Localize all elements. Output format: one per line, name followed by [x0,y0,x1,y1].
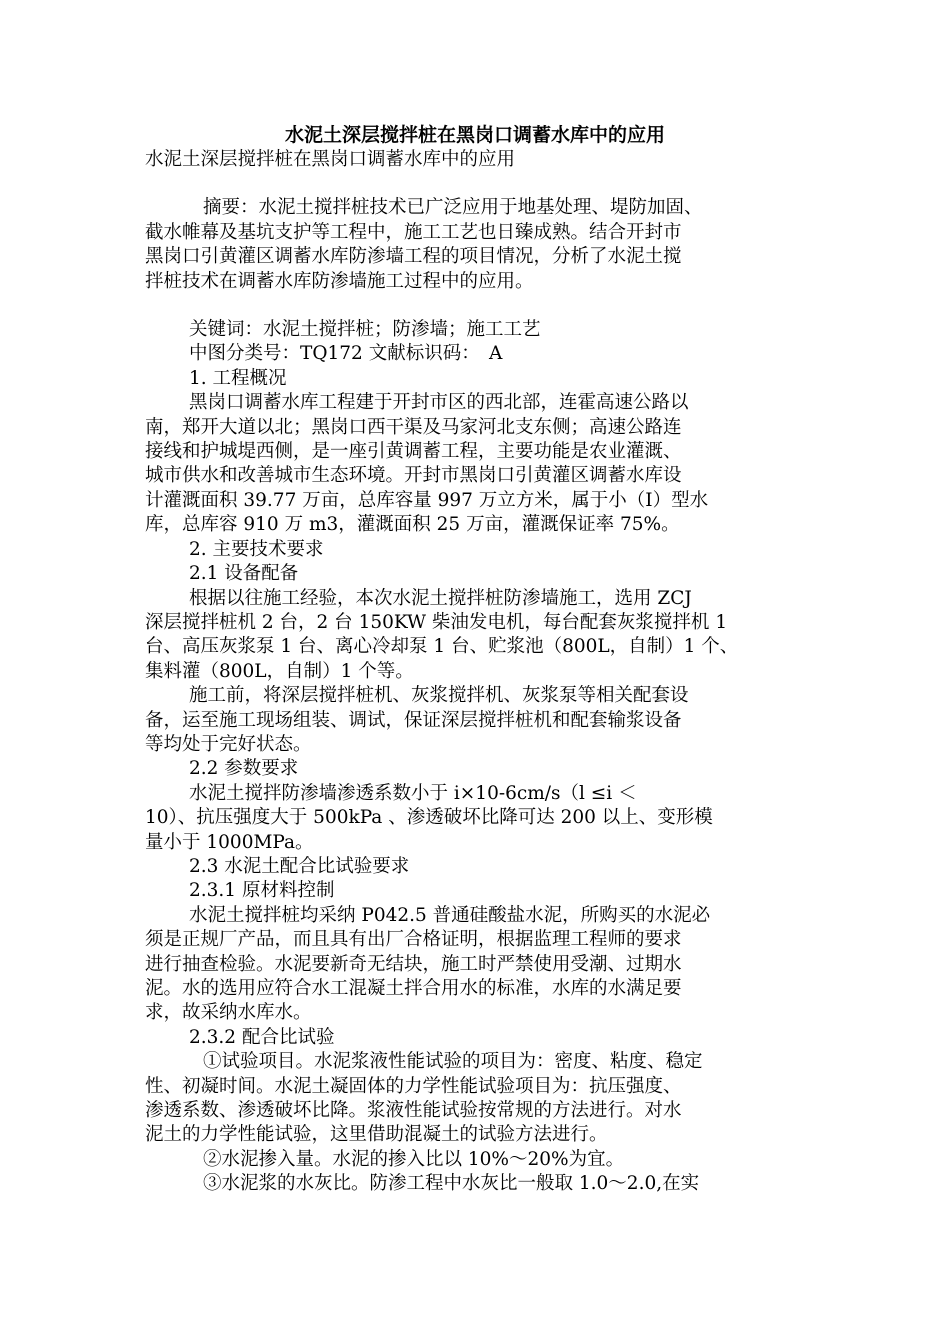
keywords-line: 关键词：水泥土搅拌桩；防渗墙；施工工艺 [189,319,541,341]
document-body [145,148,825,1197]
paragraph-line: 计灌溉面积 39.77 万亩，总库容量 997 万立方米，属于小（I）型水 [145,489,709,511]
section-heading: 1. 工程概况 [189,367,287,389]
paragraph-line: 等均处于完好状态。 [145,733,312,755]
paragraph-line: 集料灌（800L，自制）1 个等。 [145,660,414,682]
paragraph-line: 南，郑开大道以北；黑岗口西干渠及马家河北支东侧；高速公路连 [145,416,682,438]
paragraph-line: 深层搅拌桩机 2 台，2 台 150KW 柴油发电机，每台配套灰浆搅拌机 1 [145,611,728,633]
paragraph-line: ③水泥浆的水灰比。防渗工程中水灰比一般取 1.0～2.0,在实 [203,1173,700,1195]
abstract-line: 截水帷幕及基坑支护等工程中，施工工艺也日臻成熟。结合开封市 [145,221,682,243]
paragraph-line: 库，总库容 910 万 m3，灌溉面积 25 万亩，灌溉保证率 75%。 [145,514,680,536]
classification-line: 中图分类号：TQ172 文献标识码： A [189,343,503,365]
paragraph-line: 性、初凝时间。水泥土凝固体的力学性能试验项目为：抗压强度、 [145,1075,682,1097]
document-title: 水泥土深层搅拌桩在黑岗口调蓄水库中的应用 [284,124,665,146]
paragraph-line: 进行抽查检验。水泥要新奇无结块，施工时严禁使用受潮、过期水 [145,953,682,975]
subsection-heading: 2.2 参数要求 [189,758,299,780]
abstract-line: 摘要：水泥土搅拌桩技术已广泛应用于地基处理、堤防加固、 [203,197,703,219]
paragraph-line: 渗透系数、渗透破坏比降。浆液性能试验按常规的方法进行。对水 [145,1100,682,1122]
subsection-heading: 2.3.1 原材料控制 [189,880,335,902]
paragraph-line: 备，运至施工现场组装、调试，保证深层搅拌桩机和配套输浆设备 [145,709,682,731]
paragraph-line: 接线和护城堤西侧，是一座引黄调蓄工程，主要功能是农业灌溉、 [145,441,682,463]
paragraph-line: 水泥土搅拌桩均采纳 P042.5 普通硅酸盐水泥，所购买的水泥必 [189,904,711,926]
abstract-line: 黑岗口引黄灌区调蓄水库防渗墙工程的项目情况，分析了水泥土搅 [145,246,682,268]
subsection-heading: 2.3.2 配合比试验 [189,1026,335,1048]
paragraph-line: 台、高压灰浆泵 1 台、离心冷却泵 1 台、贮浆池（800L，自制）1 个、 [145,636,739,658]
paragraph-line: 求，故采纳水库水。 [145,1002,312,1024]
paragraph-line: 10）、抗压强度大于 500kPa 、渗透破坏比降可达 200 以上、变形模 [145,807,713,829]
paragraph-line: ①试验项目。水泥浆液性能试验的项目为：密度、粘度、稳定 [203,1051,703,1073]
subtitle-line: 水泥土深层搅拌桩在黑岗口调蓄水库中的应用 [145,149,516,170]
subsection-heading: 2.3 水泥土配合比试验要求 [189,855,410,877]
paragraph-line: 根据以往施工经验，本次水泥土搅拌桩防渗墙施工，选用 ZCJ [189,587,692,609]
paragraph-line: 须是正规厂产品，而且具有出厂合格证明，根据监理工程师的要求 [145,929,682,951]
paragraph-line: 泥土的力学性能试验，这里借助混凝土的试验方法进行。 [145,1124,608,1146]
paragraph-line: 水泥土搅拌防渗墙渗透系数小于 i×10-6cm/s（l ≤i ＜ [189,782,637,804]
subsection-heading: 2.1 设备配备 [189,563,299,585]
paragraph-line: 施工前，将深层搅拌桩机、灰浆搅拌机、灰浆泵等相关配套设 [189,685,689,707]
paragraph-line: 泥。水的选用应符合水工混凝土拌合用水的标准，水库的水满足要 [145,978,682,999]
abstract-line: 拌桩技术在调蓄水库防渗墙施工过程中的应用。 [145,270,534,292]
paragraph-line: ②水泥掺入量。水泥的掺入比以 10%～20%为宜。 [203,1148,625,1170]
paragraph-line: 城市供水和改善城市生态环境。开封市黑岗口引黄灌区调蓄水库设 [145,465,682,487]
paragraph-line: 黑岗口调蓄水库工程建于开封市区的西北部，连霍高速公路以 [189,392,689,414]
paragraph-line: 量小于 1000MPa。 [145,831,314,853]
section-heading: 2. 主要技术要求 [189,538,324,560]
